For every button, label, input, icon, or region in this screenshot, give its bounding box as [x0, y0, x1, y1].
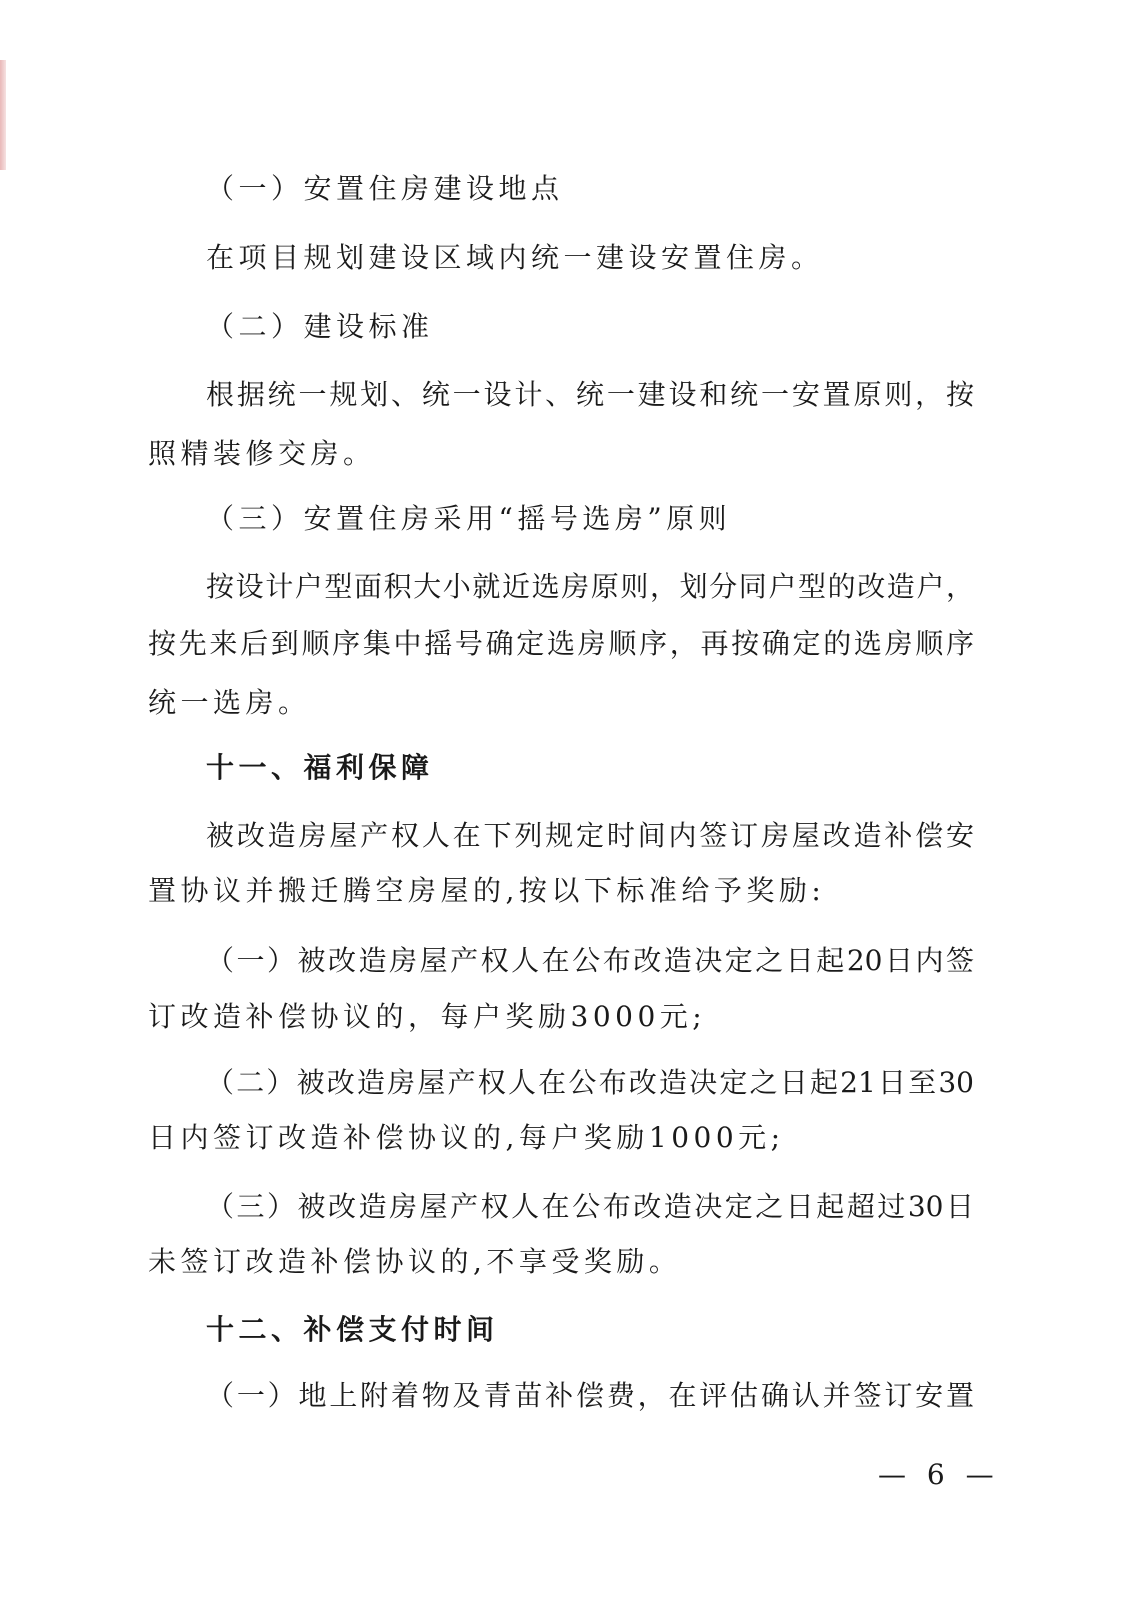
paragraph-line: （一）地上附着物及青苗补偿费，在评估确认并签订安置	[206, 1379, 974, 1412]
paragraph-line: 置协议并搬迁腾空房屋的,按以下标准给予奖励:	[148, 874, 826, 907]
paragraph-line: （三）被改造房屋产权人在公布改造决定之日起超过30日	[206, 1190, 974, 1223]
paragraph-line: 根据统一规划、统一设计、统一建设和统一安置原则，按	[206, 378, 974, 411]
subheading-standard: （二）建设标准	[206, 310, 434, 343]
paragraph-line: 按先来后到顺序集中摇号确定选房顺序，再按确定的选房顺序	[148, 627, 974, 660]
section-heading-welfare: 十一、福利保障	[206, 751, 434, 784]
subheading-lottery: （三）安置住房采用“摇号选房”原则	[206, 502, 732, 535]
paragraph-line: （二）被改造房屋产权人在公布改造决定之日起21日至30	[206, 1066, 974, 1099]
paragraph-line: （一）被改造房屋产权人在公布改造决定之日起20日内签	[206, 944, 974, 977]
paragraph-line: 日内签订改造补偿协议的,每户奖励1000元;	[148, 1121, 785, 1154]
scan-edge-mark	[0, 60, 6, 170]
paragraph-line: 未签订改造补偿协议的,不享受奖励。	[148, 1245, 682, 1278]
subheading-location: （一）安置住房建设地点	[206, 172, 564, 205]
paragraph-line: 统一选房。	[148, 686, 311, 719]
paragraph-line: 在项目规划建设区域内统一建设安置住房。	[206, 241, 824, 274]
paragraph-line: 照精装修交房。	[148, 437, 376, 470]
paragraph-line: 被改造房屋产权人在下列规定时间内签订房屋改造补偿安	[206, 819, 974, 852]
paragraph-line: 按设计户型面积大小就近选房原则，划分同户型的改造户，	[206, 570, 974, 603]
page-number: — 6 —	[878, 1458, 1000, 1491]
paragraph-line: 订改造补偿协议的，每户奖励3000元;	[148, 1000, 707, 1033]
section-heading-payment-time: 十二、补偿支付时间	[206, 1313, 499, 1346]
